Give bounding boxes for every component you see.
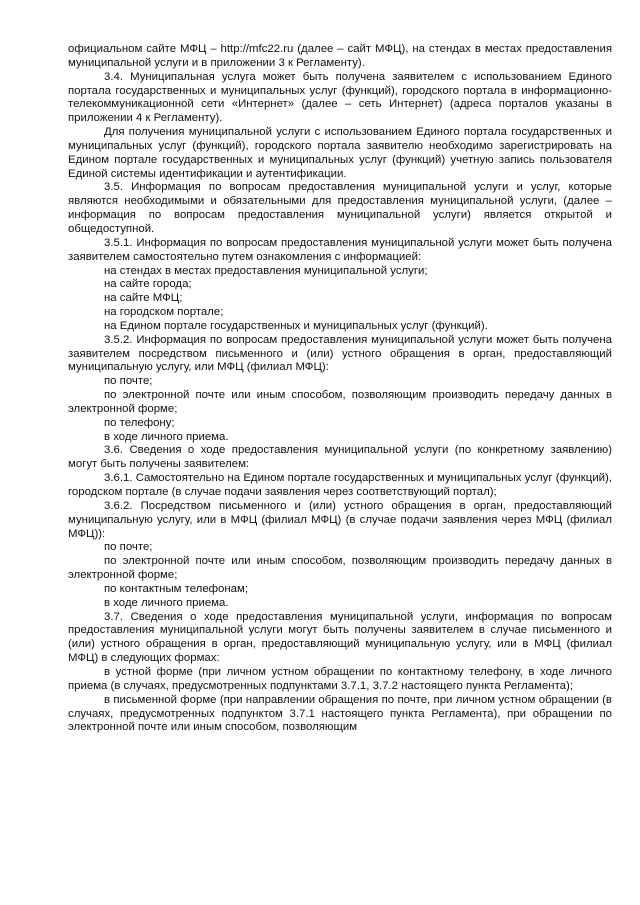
document-page (68, 43, 612, 735)
list-item: в письменной форме (при направлении обращения по почте, при личном устном обращении (в случаях, предусмотренных подпунктом 3.7.1 настоящего пункта Регламента), при обращении по электронной почте или иным способом, позволяющим (68, 693, 612, 734)
paragraph-3-6-1: 3.6.1. Самостоятельно на Едином портале государственных и муниципальных услуг (функций), городском портале (в случае подачи заявления через соответствующий портал); (68, 472, 612, 498)
list-item: по электронной почте или иным способом, позволяющим производить передачу данных в электронной форме; (68, 555, 612, 582)
paragraph-3-5-1: 3.5.1. Информация по вопросам предоставления муниципальной услуги может быть получена заявителем самостоятельно путем ознакомления с информацией: (68, 236, 612, 263)
list-item: по электронной почте или иным способом, позволяющим производить передачу данных в электронной форме; (68, 389, 612, 415)
list-item: на стендах в местах предоставления муниципальной услуги; (104, 264, 428, 277)
paragraph-3-6-2: 3.6.2. Посредством письменного и (или) устного обращения в орган, предоставляющий муниципальную услугу, или в МФЦ (филиал МФЦ) (в случае подачи заявления через МФЦ (филиал МФЦ)): (68, 499, 612, 540)
list-item: в устной форме (при личном устном обращении по контактному телефону, в ходе личного приема (в случаях, предусмотренных подпунктами 3.7.1, 3.7.2 настоящего пункта Регламента); (68, 665, 612, 692)
paragraph-3-5-2: 3.5.2. Информация по вопросам предоставления муниципальной услуги может быть получена заявителем посредством письменного и (или) устного обращения в орган, предоставляющий муниципальную услугу, или МФЦ (филиал МФЦ): (68, 333, 612, 374)
paragraph-3-4: 3.4. Муниципальная услуга может быть получена заявителем с использованием Единого портала государственных и муниципальных услуг (функций), городского портала в информационно-телекоммуникационной сети «Интернет» (далее – сеть Интернет) (адреса порталов указаны в приложении 4 к Регламенту). (68, 70, 612, 125)
list-item: на сайте МФЦ; (104, 292, 183, 305)
list-item: по телефону; (104, 416, 175, 429)
list-item: на Едином портале государственных и муниципальных услуг (функций). (104, 319, 488, 332)
paragraph-registration: Для получения муниципальной услуги с использованием Единого портала государственных и муниципальных услуг (функций), городского портала заявителю необходимо зарегистрировать на Едином портале государственных и муниципальных услуг (функций) учетную запись пользователя Единой системы идентификации и аутентификации. (68, 126, 612, 180)
list-item: на городском портале; (104, 306, 224, 319)
list-item: по почте; (104, 375, 153, 388)
list-item: в ходе личного приема. (104, 430, 229, 443)
list-item: по почте; (104, 541, 153, 554)
list-item: на сайте города; (104, 278, 192, 291)
paragraph-3-6: 3.6. Сведения о ходе предоставления муниципальной услуги (по конкретному заявлению) могут быть получены заявителем: (68, 444, 612, 471)
paragraph-mfc-site: официальном сайте МФЦ – http://mfc22.ru (далее – сайт МФЦ), на стендах в местах предоставления муниципальной услуги и в приложении 3 к Регламенту). (68, 43, 612, 69)
list-item: в ходе личного приема. (104, 596, 229, 609)
list-item: по контактным телефонам; (104, 582, 248, 595)
paragraph-3-5: 3.5. Информация по вопросам предоставления муниципальной услуги и услуг, которые являются необходимыми и обязательными для предоставления муниципальной услуги, (далее – информация по вопросам предоставления муниципальной услуги) является открытой и общедоступной. (68, 181, 612, 235)
paragraph-3-7: 3.7. Сведения о ходе предоставления муниципальной услуги, информация по вопросам предоставления муниципальной услуги могут быть получены заявителем в случае письменного и (или) устного обращения в орган, предоставляющий муниципальную услугу, или в МФЦ (филиал МФЦ) в следующих формах: (68, 610, 612, 665)
